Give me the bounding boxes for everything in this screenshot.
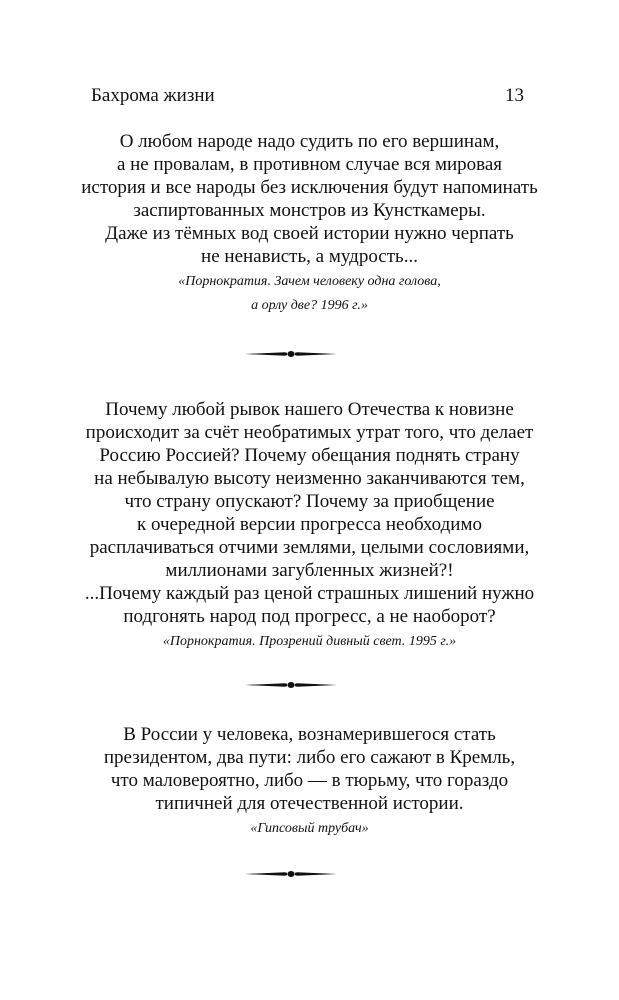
fleuron-divider-icon (245, 350, 337, 358)
quote-line: Россию Россией? Почему обещания поднять страну (99, 445, 520, 466)
quote-line: на небывалую высоту неизменно заканчиваются тем, (94, 468, 525, 489)
quote-line: заспиртованных монстров из Кунсткамеры. (133, 200, 486, 221)
quote-line: типичней для отечественной истории. (155, 793, 464, 814)
fleuron-divider-icon (245, 681, 337, 689)
quote-line: президентом, два пути: либо его сажают в Кремль, (103, 747, 516, 768)
quote-source: «Порнократия. Зачем человеку одна голова, (178, 274, 441, 289)
quote-block-1 (0, 130, 619, 318)
quote-line: Даже из тёмных вод своей истории нужно черпать (105, 223, 514, 244)
quote-line: к очередной версии прогресса необходимо (136, 514, 482, 535)
page-number: 13 (505, 85, 524, 106)
quote-line: что маловероятно, либо — в тюрьму, что гораздо (110, 770, 509, 791)
running-title: Бахрома жизни (91, 85, 215, 106)
quote-line: а не провалам, в противном случае вся мировая (116, 154, 503, 175)
quote-source: а орлу две? 1996 г.» (251, 298, 368, 313)
quote-source: «Порнократия. Прозрений дивный свет. 1995 г.» (162, 634, 457, 649)
fleuron-divider-icon (245, 870, 337, 878)
quote-line: история и все народы без исключения будут напоминать (81, 177, 538, 198)
quote-source: «Гипсовый трубач» (250, 821, 369, 836)
quote-line: О любом народе надо судить по его вершинам, (119, 131, 500, 152)
quote-line: не ненависть, а мудрость... (201, 246, 418, 267)
quote-line: расплачиваться отчими землями, целыми сословиями, (89, 537, 530, 558)
quote-line: В России у человека, вознамерившегося стать (123, 724, 496, 745)
quote-line: подгонять народ под прогресс, а не наоборот? (123, 606, 496, 627)
quote-line: Почему любой рывок нашего Отечества к новизне (105, 399, 514, 420)
quote-line: что страну опускают? Почему за приобщение (124, 491, 495, 512)
quote-line: миллионами загубленных жизней?! (165, 560, 454, 581)
quote-block-2 (0, 398, 619, 654)
quote-line: происходит за счёт необратимых утрат того, что делает (85, 422, 534, 443)
quote-block-3 (0, 723, 619, 841)
quote-line: ...Почему каждый раз ценой страшных лишений нужно (84, 583, 535, 604)
